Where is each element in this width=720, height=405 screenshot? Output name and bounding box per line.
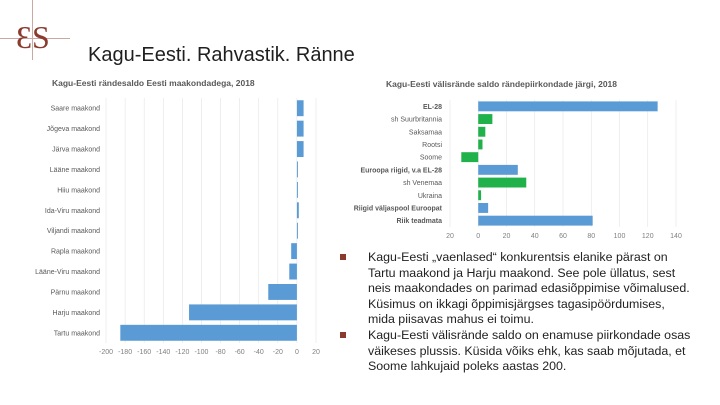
x-tick-label: 40: [530, 233, 539, 240]
x-tick-label: -100: [194, 349, 209, 356]
bar: [478, 216, 592, 226]
bar: [478, 114, 492, 124]
x-tick-label: -120: [175, 349, 190, 356]
bar: [478, 178, 526, 188]
x-tick-label: -20: [272, 349, 283, 356]
category-label: Harju maakond: [52, 309, 100, 317]
category-label: Hiiu maakond: [57, 187, 100, 195]
x-tick-label: -180: [118, 349, 133, 356]
bar: [478, 101, 657, 111]
category-label: Rootsi: [422, 141, 442, 149]
category-label: Riigid väljaspool Euroopat: [353, 205, 442, 213]
category-label: Rapla maakond: [50, 248, 100, 256]
category-label: Viljandi maakond: [46, 228, 100, 236]
bullet-text: Kagu-Eesti välisrände saldo on enamuse piirkondade osas väikeses plussis. Küsida võiks ehk, kas saab mõjutada, et Soome lahkujaid poleks aastas 200.: [368, 327, 691, 374]
x-tick-label: -60: [234, 349, 245, 356]
chart-left-title: Kagu-Eesti rändesaldo Eesti maakondadega, 2018: [52, 78, 255, 88]
category-label: Ida-Viru maakond: [44, 207, 100, 215]
bullet-item: [340, 328, 695, 375]
x-tick-label: 60: [559, 233, 567, 240]
x-tick-label: 140: [670, 233, 682, 240]
bar: [478, 165, 518, 175]
category-label: Euroopa riigid, v.a EL-28: [360, 167, 442, 175]
category-label: Järva maakond: [52, 146, 100, 154]
x-tick-label: -40: [253, 349, 264, 356]
chart-right-title: Kagu-Eesti välisrände saldo rändepiirkondade järgi, 2018: [386, 79, 617, 89]
category-label: Pärnu maakond: [50, 289, 100, 297]
bullet-list: [340, 250, 695, 375]
x-tick-label: 20: [446, 233, 454, 240]
category-label: Lääne-Viru maakond: [35, 269, 100, 277]
x-tick-label: 80: [587, 233, 596, 240]
bullet-marker: [340, 254, 346, 260]
category-label: Lääne maakond: [49, 166, 100, 174]
category-label: Saare maakond: [50, 105, 100, 113]
category-label: EL-28: [422, 103, 442, 111]
bar: [478, 127, 485, 137]
bullet-item: [340, 250, 695, 328]
x-tick-label: -80: [215, 349, 226, 356]
x-tick-label: -200: [98, 349, 114, 356]
x-tick-label: 120: [641, 233, 654, 240]
bar: [478, 139, 482, 149]
x-tick-label: 20: [312, 349, 320, 356]
bar: [478, 203, 488, 213]
category-label: sh Suurbritannia: [391, 116, 442, 124]
x-tick-label: 20: [502, 233, 511, 240]
category-label: Jõgeva maakond: [46, 126, 100, 134]
x-tick-label: 0: [294, 349, 299, 356]
bullet-text: Kagu-Eesti „vaenlased“ konkurentsis elanike pärast on Tartu maakond ja Harju maakond. See pole üllatus, sest neis maakondades on parimad edasiõppimise võimalused. Küsimus on ikkagi õppimisjärgses tagasipöördumises, mida piisavas mahus ei toimu.: [368, 250, 690, 327]
category-label: Tartu maakond: [53, 330, 100, 338]
category-label: Soome: [419, 154, 442, 162]
x-tick-label: -140: [156, 349, 171, 356]
x-tick-label: -160: [137, 349, 152, 356]
x-tick-label: 0: [476, 233, 481, 240]
x-tick-label: 100: [613, 233, 626, 240]
slide-title: Kagu-Eesti. Rahvastik. Ränne: [88, 44, 355, 66]
category-label: Riik teadmata: [396, 218, 442, 226]
bullet-marker: [340, 332, 346, 338]
bar: [478, 190, 481, 200]
category-label: Ukraina: [417, 192, 442, 200]
category-label: sh Venemaa: [403, 180, 442, 188]
bar: [461, 152, 478, 162]
category-label: Saksamaa: [408, 129, 442, 137]
svg-text:ƐS: ƐS: [16, 19, 50, 55]
